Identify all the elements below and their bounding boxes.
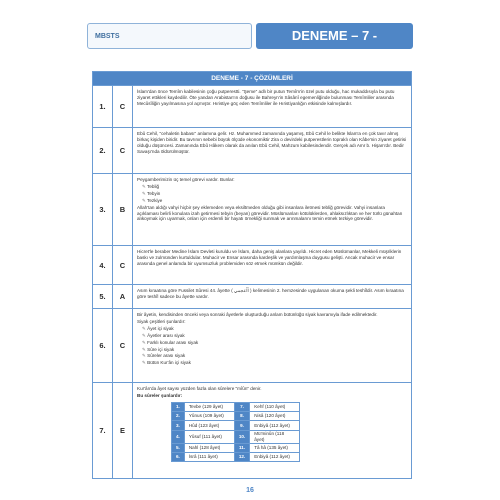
table-cell: Tevbe (129 âyet) [184,402,234,411]
list-item: ✎ Tebliğ [137,184,407,190]
table-row [172,421,300,430]
answer-letter: C [113,246,133,284]
question-number: 4. [93,246,113,284]
table-row [93,284,411,308]
table-cell: İsrâ (111 âyet) [184,452,234,461]
table-cell: 3. [172,421,185,430]
page-number: 16 [246,487,254,494]
explanation-text: Allah'tan aldığı vahyi hiçbir şey eklemeden veya eksiltmeden olduğu gibi insanlara iletmesi tebliğ görevidir. Vahyi insanlara açıklaması belirli konulara izah getirmesi tebyin (beyan) görevidir. Müslümanları kötülüklerden, ahlaksızlıktan ve her türlü günahtan alıkoymak için uyarmak, onları için erdemli bir hayatı örnekliği sunmak ve arınmalarını temin etmek tezkiye görevidir. [137,204,403,222]
explanation-text: İslam'dan önce Temîm kabilesinin çoğu putperestti. "Şeme" adlı bir putun Temîm'in özel putu olduğu, hac mukaddısıyla bu putu ziyaret ettikleri kaydedilir. Öte yandan Arabistan'ın doğusu ile Bahreyn'in Sâsânî egemenliğinde bulunması Temîmliler arasında Mecûsîliğin yayılmasına yol açmıştır. Hıristiye göç eden Temîmliler ile Hıristiyanlığın etkisinde kalmışlardır. [137,89,395,106]
table-row [172,402,300,411]
table-cell: 10. [234,430,249,443]
table-cell: Nahl (128 âyet) [184,443,234,452]
table-cell: 9. [234,421,249,430]
table-cell: Enbiyâ (112 âyet) [250,452,300,461]
table-cell: 12. [234,452,249,461]
question-number: 2. [93,128,113,173]
answer-table [92,71,412,479]
explanation-text: Kur'ân'da âyet sayısı yüzden fazla olan sûrelere "mîûn" denir. [137,386,262,391]
list-item: ✎ Bütün Kur'ân içi siyak [137,360,407,366]
table-row [172,430,300,443]
answer-letter: A [113,285,133,308]
exam-label: MBSTS [87,23,252,49]
table-row [93,382,411,478]
explanation [137,312,407,367]
answer-letter: C [113,309,133,382]
table-row [172,452,300,461]
question-number: 3. [93,174,113,245]
list-item: ✎ Farklı konular arası siyak [137,340,407,346]
table-cell: Kehf (110 âyet) [250,402,300,411]
list-item: ✎ Âyet içi siyak [137,326,407,332]
question-number: 5. [93,285,113,308]
table-row [93,127,411,173]
table-row [93,245,411,284]
explanation [137,89,407,108]
explanation [137,386,407,462]
answer-letter: C [113,128,133,173]
table-cell: Mü'minûn (118 âyet) [250,430,300,443]
question-number: 6. [93,309,113,382]
list-item: ✎ Sûreler arası siyak [137,353,407,359]
explanation [137,288,407,301]
explanation-text: Asım kıraatına göre Fussilet Sûresi 44. âyette ( أأعجمي ) kelimesinin 2. hemzesinde uygulanan okuma şekli teshîldir. Asım kıraatına göre teshîl sadece bu âyette vardır. [137,288,404,299]
table-cell: 1. [172,402,185,411]
explanation [137,131,407,156]
question-number: 7. [93,383,113,478]
explanation-intro: Peygamberimizin üç temel görevi vardır. Bunlar: [137,177,235,182]
table-cell: 6. [172,452,185,461]
surah-table [171,402,300,462]
explanation-text: Bir âyetin, kendisinden önceki veya sonraki âyetlerle oluşturduğu anlam bütünlüğü siyak kavramıyla ifade edilmektedir. [137,312,378,317]
answer-letter: B [113,174,133,245]
table-cell: 2. [172,412,185,421]
explanation-text: Hicret'le beraber Medine İslam Devleti kuruldu ve İslam, daha geniş alanlara yayıldı. Hicret eden Müslümanlar, Mekkeli müşriklerin baskı ve zulmünden kurtuldular. Muhacir ve Ensar arasında kardeşlik ve yardımlaşma duygusu gelişti. Ancak muhacir ve ensar arasında genel anlamda bir uyumsuzluk problemiden söz etmek mümkün değildir. [137,249,402,266]
answer-letter: C [113,86,133,127]
table-row [93,173,411,245]
table-row [93,308,411,382]
explanation-intro: Siyak çeşitleri şunlardır: [137,318,186,324]
table-cell: 11. [234,443,249,452]
table-row [172,412,300,421]
table-row [93,85,411,127]
table-row [172,443,300,452]
table-cell: Nisâ (120 âyet) [250,412,300,421]
answer-letter: E [113,383,133,478]
list-item: ✎ Tezkiye [137,198,407,204]
table-cell: Yûsuf (111 âyet) [184,430,234,443]
table-cell: 7. [234,402,249,411]
table-banner: DENEME - 7 - ÇÖZÜMLERİ [93,72,411,85]
table-cell: 4. [172,430,185,443]
explanation [137,249,407,268]
table-cell: Tâ hâ (135 âyet) [250,443,300,452]
section-title: DENEME – 7 - ÇÖZÜMLER [256,23,413,49]
question-number: 1. [93,86,113,127]
explanation-text: Ebû Cehil, "cehaletin babası" anlamına gelir. Hz. Muhammed zamanında yaşamış, Ebû Cehil le belikte İslam'a en çok tavır almış birkaç kişiden biridir. Bu tavrının sebebi büyük ölçüde ekonomiktir Zira o devirdeki putperestlerin topraklı olan Kâbe'nin ziyaret getirisi olduğu düşüncesi. Zamanında Ebû Hâkem olarak da anılan Ebû Cehil, Mahzum kabilesindendir. Gerçek adı Amr b. Hişam'dır. Bedir Savaşı'nda öldürülmüştür. [137,131,407,154]
explanation [137,177,407,223]
list-item: ✎ Âyetler arası siyak [137,333,407,339]
explanation-label: Bu sûreler şunlardır: [137,392,183,398]
table-cell: Hûd (123 âyet) [184,421,234,430]
list-item: ✎ Sûre içi siyak [137,347,407,353]
table-cell: 5. [172,443,185,452]
table-cell: Yûnus (109 âyet) [184,412,234,421]
table-cell: Enbiyâ (112 âyet) [250,421,300,430]
table-cell: 8. [234,412,249,421]
list-item: ✎ Tebyin [137,191,407,197]
